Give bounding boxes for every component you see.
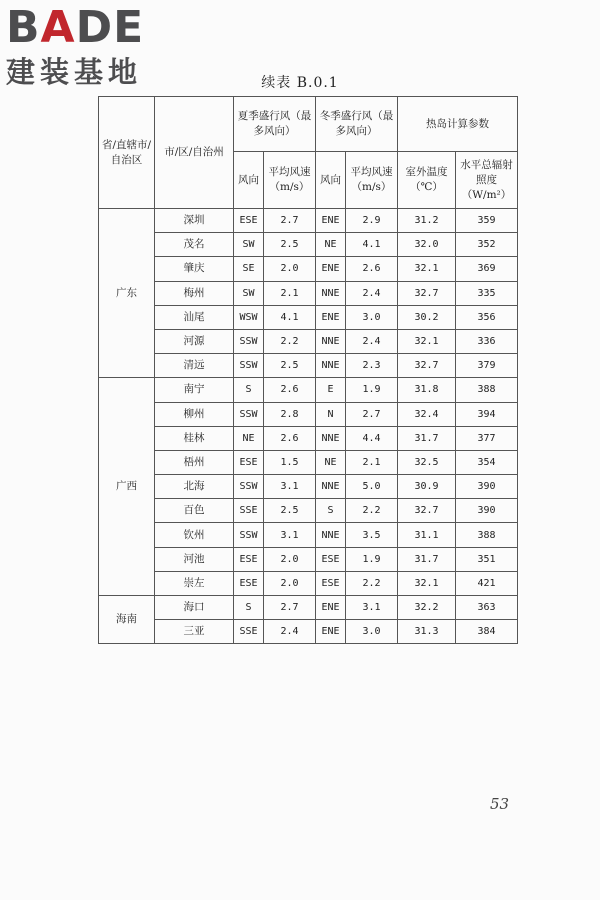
irradiance-cell: 384 — [456, 620, 518, 644]
table-row — [99, 209, 518, 233]
summer-direction-cell: SE — [234, 257, 264, 281]
table-body — [99, 209, 518, 644]
winter-direction-cell: NNE — [316, 523, 346, 547]
winter-direction-cell: ENE — [316, 209, 346, 233]
city-cell: 北海 — [155, 475, 234, 499]
winter-speed-cell: 2.9 — [346, 209, 398, 233]
winter-direction-cell: NE — [316, 450, 346, 474]
winter-speed-cell: 2.6 — [346, 257, 398, 281]
winter-speed-cell: 3.0 — [346, 305, 398, 329]
city-cell: 河池 — [155, 547, 234, 571]
summer-direction-cell: SSW — [234, 523, 264, 547]
summer-speed-cell: 2.7 — [264, 209, 316, 233]
province-cell: 广东 — [99, 209, 155, 378]
summer-direction-cell: SSW — [234, 329, 264, 353]
table-row — [99, 426, 518, 450]
table-row — [99, 233, 518, 257]
winter-direction-cell: NNE — [316, 426, 346, 450]
outdoor-temp-cell: 31.7 — [398, 426, 456, 450]
winter-speed-cell: 3.0 — [346, 620, 398, 644]
irradiance-cell: 390 — [456, 475, 518, 499]
winter-speed-cell: 3.5 — [346, 523, 398, 547]
irradiance-cell: 359 — [456, 209, 518, 233]
header-province: 省/直辖市/自治区 — [99, 97, 155, 209]
summer-direction-cell: S — [234, 596, 264, 620]
table-row — [99, 620, 518, 644]
winter-speed-cell: 2.2 — [346, 499, 398, 523]
summer-speed-cell: 2.7 — [264, 596, 316, 620]
table-row — [99, 571, 518, 595]
summer-direction-cell: ESE — [234, 209, 264, 233]
header-summer-wind: 夏季盛行风（最多风向） — [234, 97, 316, 152]
outdoor-temp-cell: 32.1 — [398, 329, 456, 353]
city-cell: 梧州 — [155, 450, 234, 474]
table-row — [99, 257, 518, 281]
summer-direction-cell: SSW — [234, 475, 264, 499]
header-irradiance: 水平总辐射照度（W/m²） — [456, 152, 518, 209]
winter-direction-cell: ESE — [316, 571, 346, 595]
header-winter-speed: 平均风速（m/s） — [346, 152, 398, 209]
city-cell: 柳州 — [155, 402, 234, 426]
table-row — [99, 329, 518, 353]
city-cell: 梅州 — [155, 281, 234, 305]
header-summer-speed: 平均风速（m/s） — [264, 152, 316, 209]
irradiance-cell: 388 — [456, 378, 518, 402]
summer-direction-cell: ESE — [234, 547, 264, 571]
summer-speed-cell: 2.6 — [264, 426, 316, 450]
city-cell: 百色 — [155, 499, 234, 523]
summer-speed-cell: 4.1 — [264, 305, 316, 329]
outdoor-temp-cell: 31.3 — [398, 620, 456, 644]
winter-direction-cell: NNE — [316, 281, 346, 305]
summer-speed-cell: 2.8 — [264, 402, 316, 426]
summer-speed-cell: 2.0 — [264, 257, 316, 281]
summer-speed-cell: 3.1 — [264, 523, 316, 547]
city-cell: 南宁 — [155, 378, 234, 402]
summer-speed-cell: 3.1 — [264, 475, 316, 499]
summer-speed-cell: 2.1 — [264, 281, 316, 305]
table-caption: 续表 B.0.1 — [261, 75, 339, 91]
province-cell: 海南 — [99, 596, 155, 644]
summer-direction-cell: SSE — [234, 620, 264, 644]
summer-direction-cell: ESE — [234, 450, 264, 474]
outdoor-temp-cell: 31.1 — [398, 523, 456, 547]
city-cell: 深圳 — [155, 209, 234, 233]
winter-speed-cell: 2.1 — [346, 450, 398, 474]
irradiance-cell: 363 — [456, 596, 518, 620]
irradiance-cell: 421 — [456, 571, 518, 595]
table-row — [99, 523, 518, 547]
summer-direction-cell: NE — [234, 426, 264, 450]
winter-direction-cell: NNE — [316, 329, 346, 353]
outdoor-temp-cell: 30.9 — [398, 475, 456, 499]
winter-speed-cell: 1.9 — [346, 378, 398, 402]
table-row — [99, 596, 518, 620]
header-winter-direction: 风向 — [316, 152, 346, 209]
city-cell: 河源 — [155, 329, 234, 353]
summer-direction-cell: SSE — [234, 499, 264, 523]
irradiance-cell: 390 — [456, 499, 518, 523]
logo-subtitle: 建装基地 — [6, 55, 143, 89]
winter-direction-cell: ENE — [316, 596, 346, 620]
header-city: 市/区/自治州 — [155, 97, 234, 209]
province-cell: 广西 — [99, 378, 155, 596]
summer-direction-cell: SSW — [234, 402, 264, 426]
irradiance-cell: 377 — [456, 426, 518, 450]
winter-speed-cell: 1.9 — [346, 547, 398, 571]
outdoor-temp-cell: 32.5 — [398, 450, 456, 474]
irradiance-cell: 352 — [456, 233, 518, 257]
header-summer-direction: 风向 — [234, 152, 264, 209]
summer-speed-cell: 2.0 — [264, 571, 316, 595]
table-row — [99, 354, 518, 378]
page-number: 53 — [490, 795, 510, 813]
winter-speed-cell: 2.2 — [346, 571, 398, 595]
winter-direction-cell: NNE — [316, 354, 346, 378]
irradiance-cell: 369 — [456, 257, 518, 281]
outdoor-temp-cell: 32.7 — [398, 499, 456, 523]
summer-direction-cell: WSW — [234, 305, 264, 329]
city-cell: 崇左 — [155, 571, 234, 595]
winter-speed-cell: 5.0 — [346, 475, 398, 499]
irradiance-cell: 394 — [456, 402, 518, 426]
header-outdoor-temp: 室外温度（℃） — [398, 152, 456, 209]
summer-speed-cell: 2.6 — [264, 378, 316, 402]
winter-direction-cell: ENE — [316, 305, 346, 329]
irradiance-cell: 379 — [456, 354, 518, 378]
outdoor-temp-cell: 32.4 — [398, 402, 456, 426]
summer-direction-cell: SW — [234, 233, 264, 257]
city-cell: 海口 — [155, 596, 234, 620]
summer-speed-cell: 2.5 — [264, 233, 316, 257]
climate-data-table — [98, 96, 518, 644]
header-heat-island: 热岛计算参数 — [398, 97, 518, 152]
irradiance-cell: 388 — [456, 523, 518, 547]
table-row — [99, 450, 518, 474]
city-cell: 清远 — [155, 354, 234, 378]
winter-speed-cell: 2.4 — [346, 281, 398, 305]
city-cell: 三亚 — [155, 620, 234, 644]
irradiance-cell: 336 — [456, 329, 518, 353]
table-row — [99, 378, 518, 402]
winter-direction-cell: ESE — [316, 547, 346, 571]
winter-speed-cell: 2.7 — [346, 402, 398, 426]
outdoor-temp-cell: 31.7 — [398, 547, 456, 571]
city-cell: 肇庆 — [155, 257, 234, 281]
table-row — [99, 281, 518, 305]
winter-direction-cell: NE — [316, 233, 346, 257]
outdoor-temp-cell: 32.1 — [398, 257, 456, 281]
winter-direction-cell: S — [316, 499, 346, 523]
summer-speed-cell: 2.2 — [264, 329, 316, 353]
outdoor-temp-cell: 32.7 — [398, 281, 456, 305]
irradiance-cell: 335 — [456, 281, 518, 305]
city-cell: 汕尾 — [155, 305, 234, 329]
logo-accent-letter: A — [40, 2, 76, 53]
winter-direction-cell: NNE — [316, 475, 346, 499]
winter-direction-cell: ENE — [316, 257, 346, 281]
summer-speed-cell: 2.5 — [264, 499, 316, 523]
winter-direction-cell: N — [316, 402, 346, 426]
summer-direction-cell: SSW — [234, 354, 264, 378]
table-row — [99, 402, 518, 426]
outdoor-temp-cell: 30.2 — [398, 305, 456, 329]
winter-speed-cell: 3.1 — [346, 596, 398, 620]
table-row — [99, 499, 518, 523]
winter-speed-cell: 4.1 — [346, 233, 398, 257]
table-row — [99, 305, 518, 329]
summer-speed-cell: 2.4 — [264, 620, 316, 644]
summer-direction-cell: ESE — [234, 571, 264, 595]
irradiance-cell: 351 — [456, 547, 518, 571]
winter-direction-cell: E — [316, 378, 346, 402]
outdoor-temp-cell: 32.2 — [398, 596, 456, 620]
table-row — [99, 547, 518, 571]
city-cell: 钦州 — [155, 523, 234, 547]
outdoor-temp-cell: 31.2 — [398, 209, 456, 233]
summer-speed-cell: 2.5 — [264, 354, 316, 378]
summer-speed-cell: 2.0 — [264, 547, 316, 571]
city-cell: 桂林 — [155, 426, 234, 450]
outdoor-temp-cell: 32.7 — [398, 354, 456, 378]
table-row — [99, 475, 518, 499]
outdoor-temp-cell: 32.1 — [398, 571, 456, 595]
city-cell: 茂名 — [155, 233, 234, 257]
winter-speed-cell: 2.3 — [346, 354, 398, 378]
logo-mark: B A DE — [6, 2, 145, 53]
winter-speed-cell: 4.4 — [346, 426, 398, 450]
header-winter-wind: 冬季盛行风（最多风向） — [316, 97, 398, 152]
summer-speed-cell: 1.5 — [264, 450, 316, 474]
outdoor-temp-cell: 31.8 — [398, 378, 456, 402]
outdoor-temp-cell: 32.0 — [398, 233, 456, 257]
winter-speed-cell: 2.4 — [346, 329, 398, 353]
summer-direction-cell: S — [234, 378, 264, 402]
irradiance-cell: 356 — [456, 305, 518, 329]
summer-direction-cell: SW — [234, 281, 264, 305]
winter-direction-cell: ENE — [316, 620, 346, 644]
irradiance-cell: 354 — [456, 450, 518, 474]
